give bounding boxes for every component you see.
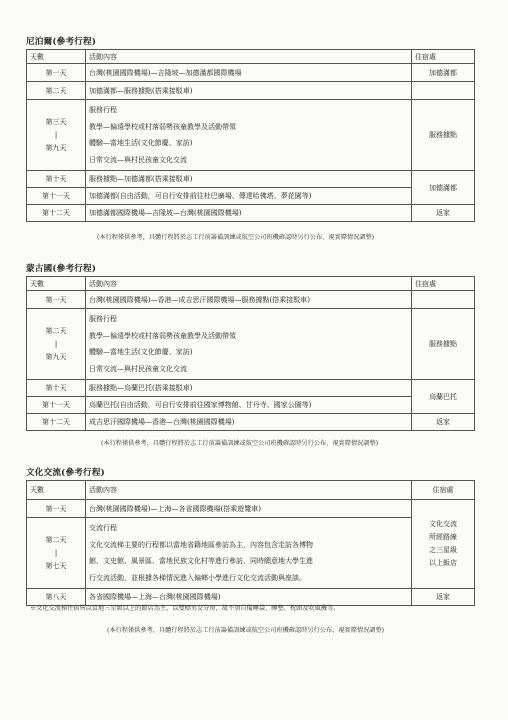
header-content: 活動內容 <box>86 277 412 291</box>
stay-cell: 加德滿都 <box>412 64 475 82</box>
table-row <box>27 171 475 188</box>
content-cell: 各省國際機場—上海—台灣(桃園國際機場) <box>86 589 412 606</box>
table-row <box>27 82 475 100</box>
section-title: 文化交流(參考行程) <box>26 468 105 478</box>
header-stay: 住宿處 <box>412 50 475 64</box>
header-day: 天數 <box>27 50 86 64</box>
day-range-bar: | <box>54 548 58 557</box>
table-row <box>27 100 475 171</box>
content-line: 教學—偏遠學校或村落弱勢孩童教學及活動帶領 <box>89 331 236 340</box>
content-cell: 成吉思汗國際機場—香港—台灣(桃園國際機場) <box>86 414 412 431</box>
day-range-cell <box>27 100 86 171</box>
content-cell: 服務據點—烏蘭巴托(搭乘接駁車) <box>86 380 412 397</box>
table-row <box>27 500 475 518</box>
table-row <box>27 64 475 82</box>
disclaimer-note: (本行程僅供參考，具體行程將於志工行前籌備訓練或航空公司班機確認時另行公布，視實際情況調整) <box>107 627 385 634</box>
table-row <box>27 380 475 397</box>
stay-cell: 返家 <box>412 205 475 222</box>
stay-line: 以上飯店 <box>429 559 457 567</box>
content-line: 行交流活動，並根據各梯情況進入偏鄉小學進行文化交流活動與座談。 <box>89 573 306 582</box>
stay-cell <box>412 291 475 309</box>
itinerary-table <box>26 276 475 431</box>
header-stay: 住宿處 <box>412 277 475 291</box>
day-cell: 第一天 <box>27 500 86 518</box>
header-stay: 住宿處 <box>412 481 475 500</box>
content-cell: 台灣(桃園國際機場)—吉隆坡—加德滿都國際機場 <box>86 64 412 82</box>
nepal-itinerary-section <box>26 36 474 222</box>
day-cell: 第十一天 <box>27 397 86 414</box>
table-row <box>27 309 475 380</box>
stay-line: 所經路線 <box>429 533 457 541</box>
stay-cell <box>412 82 475 100</box>
stay-cell: 返家 <box>412 589 475 606</box>
content-line: 服務行程 <box>89 315 117 323</box>
day-end: 第七天 <box>45 561 67 570</box>
content-cell: 服務據點—加德滿都(搭乘接駁車) <box>86 171 412 188</box>
day-cell: 第二天 <box>27 82 86 100</box>
table-row <box>27 291 475 309</box>
content-cell: 烏蘭巴托(自由活動，可自行安排前往國家博物館、甘丹寺、國家公園等) <box>86 397 412 414</box>
content-line: 文化交流梯主要的行程都以當地省籍地區參訪為主，內容包含走訪各博物 <box>89 540 313 549</box>
content-line: 交流行程 <box>89 524 117 532</box>
day-range-bar: | <box>54 130 58 139</box>
content-line: 體驗—當地生活(文化節慶、家訪) <box>89 348 193 356</box>
header-day: 天數 <box>27 481 86 500</box>
table-row <box>27 518 475 589</box>
stay-cell: 加德滿都 <box>412 171 475 205</box>
day-start: 第二天 <box>45 326 67 335</box>
table-header-row <box>27 50 475 64</box>
day-cell: 第十二天 <box>27 414 86 431</box>
content-cell <box>86 309 412 380</box>
day-end: 第九天 <box>45 143 67 152</box>
day-start: 第二天 <box>45 535 67 544</box>
section-title: 蒙古國(參考行程) <box>26 264 97 274</box>
stay-cell <box>412 500 475 589</box>
table-row <box>27 205 475 222</box>
content-cell: 加德滿都—服務據點(搭乘接駁車) <box>86 82 412 100</box>
table-row <box>27 414 475 431</box>
day-cell: 第十天 <box>27 380 86 397</box>
footnote: ※文化交流梯住宿皆以當地三星級以上的飯店為主，以雙標男女分房，故不須自備睡袋、睡墊、枕頭及吹風機等。 <box>30 605 340 612</box>
content-cell <box>86 518 412 589</box>
section-title: 尼泊爾(參考行程) <box>26 37 97 47</box>
disclaimer-note: (本行程僅供參考，具體行程將於志工行前籌備訓練或航空公司班機確認時另行公布，視實際情況調整) <box>97 234 375 241</box>
stay-line: 文化交流 <box>429 520 457 528</box>
content-cell <box>86 100 412 171</box>
day-cell: 第十一天 <box>27 188 86 205</box>
content-line: 日常交流—與村民孩童文化交流 <box>89 155 187 164</box>
day-cell: 第十天 <box>27 171 86 188</box>
day-cell: 第八天 <box>27 589 86 606</box>
header-content: 活動內容 <box>86 481 412 500</box>
content-cell: 台灣(桃園國際機場)—香港—成吉思汗國際機場—服務據點(搭乘接駁車) <box>86 291 412 309</box>
day-end: 第九天 <box>45 352 67 361</box>
content-line: 服務行程 <box>89 106 117 114</box>
disclaimer-note: (本行程僅供參考，具體行程將於志工行前籌備訓練或航空公司班機確認時另行公布，視實際情況調整) <box>101 440 379 447</box>
stay-line: 之三星級 <box>429 546 457 554</box>
content-line: 體驗—當地生活(文化節慶、家訪) <box>89 139 193 147</box>
cultural-exchange-itinerary-section <box>26 467 474 606</box>
content-cell: 加德滿都國際機場—吉隆坡—台灣(桃園國際機場) <box>86 205 412 222</box>
itinerary-table <box>26 480 475 606</box>
day-start: 第三天 <box>45 117 67 126</box>
itinerary-table <box>26 49 475 222</box>
stay-cell: 服務據點 <box>412 100 475 171</box>
content-line: 教學—偏遠學校或村落弱勢孩童教學及活動帶領 <box>89 122 236 131</box>
table-header-row <box>27 481 475 500</box>
day-range-cell <box>27 309 86 380</box>
day-cell: 第十二天 <box>27 205 86 222</box>
mongolia-itinerary-section <box>26 263 474 431</box>
content-line: 館、文史館、風景區、當地民族文化村等進行參訪，同時願意地大學生進 <box>89 557 313 565</box>
stay-cell: 服務據點 <box>412 309 475 380</box>
table-row <box>27 397 475 414</box>
day-cell: 第一天 <box>27 291 86 309</box>
stay-cell: 烏蘭巴托 <box>412 380 475 414</box>
table-row <box>27 188 475 205</box>
content-cell: 加德滿都(自由活動，可自行安排前往杜巴廣場、傳達哈佛塔、夢花園等) <box>86 188 412 205</box>
header-day: 天數 <box>27 277 86 291</box>
stay-cell: 返家 <box>412 414 475 431</box>
day-cell: 第一天 <box>27 64 86 82</box>
content-cell: 台灣(桃園國際機場)—上海—各省國際機場(搭乘遊覽車) <box>86 500 412 518</box>
header-content: 活動內容 <box>86 50 412 64</box>
day-range-bar: | <box>54 339 58 348</box>
day-range-cell <box>27 518 86 589</box>
content-line: 日常交流—與村民孩童文化交流 <box>89 364 187 373</box>
table-header-row <box>27 277 475 291</box>
